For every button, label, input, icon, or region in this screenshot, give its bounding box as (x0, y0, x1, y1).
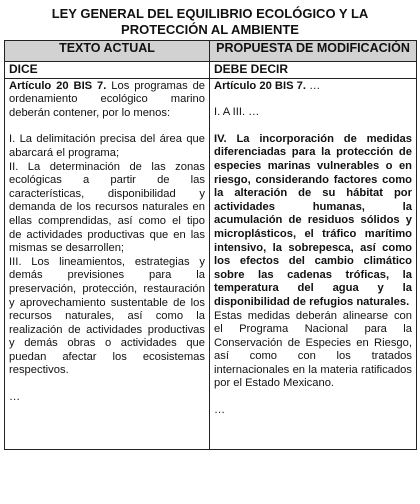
header-row (5, 41, 417, 62)
current-item-3: III. Los lineamientos, estrategias y demás previsiones para la preservación, protección, restauración y aprovechamiento sustentable de los recursos naturales, así como la realización de actividades productivas y demás obras o actividades que puedan afectar los ecosistemas respectivos. (9, 255, 205, 377)
proposed-ellipsis: … (214, 404, 226, 417)
subheader-debe-decir: DEBE DECIR (210, 62, 417, 79)
proposed-article-heading (214, 80, 412, 94)
proposed-article-label: Artículo 20 BIS 7. (214, 79, 307, 92)
content-row (5, 78, 417, 449)
subheader-dice: DICE (5, 62, 210, 79)
current-ellipsis: … (9, 391, 21, 404)
proposed-item-4: IV. La incorporación de medidas diferenciadas para la protección de especies marinas vulnerables o en riesgo, considerando factores como la alteración de su hábitat por actividades humanas, la acumulación de residuos sólidos y microplásticos, el tráfico marítimo intensivo, la sobrepesca, así como los efectos del cambio climático sobre las cadenas tróficas, la temperatura del agua y la disponibilidad de refugios naturales. (214, 132, 412, 308)
header-proposed-change: PROPUESTA DE MODIFICACIÓN (210, 41, 417, 62)
subheader-row (5, 62, 417, 79)
proposed-text-cell (210, 78, 417, 449)
current-item-1: I. La delimitación precisa del área que abarcará el programa; (9, 133, 205, 159)
proposed-measures: Estas medidas deberán alinearse con el Programa Nacional para la Conservación de Especies en Riesgo, así como con los tratados internacionales en la materia ratificados por el Estado Mexicano. (214, 309, 412, 390)
comparison-table (4, 40, 417, 450)
header-current-text: TEXTO ACTUAL (5, 41, 210, 62)
proposed-items-skip: I. A III. … (214, 106, 260, 119)
proposed-article-suffix: … (306, 79, 321, 92)
current-article-intro (9, 80, 205, 121)
current-article-intro-text: Los programas de ordenamiento ecológico marino deberán contener, por lo menos: (9, 79, 206, 119)
current-item-2: II. La determinación de las zonas ecológicas a partir de las características, disponibilidad y demanda de los recursos naturales en ellas comprendidas, así como el tipo de actividades productivas que en las mismas se desarrollen; (9, 160, 205, 255)
current-article-label: Artículo 20 BIS 7. (9, 79, 107, 92)
current-text-cell (5, 78, 210, 449)
document-title: LEY GENERAL DEL EQUILIBRIO ECOLÓGICO Y LA PROTECCIÓN AL AMBIENTE (51, 6, 369, 37)
